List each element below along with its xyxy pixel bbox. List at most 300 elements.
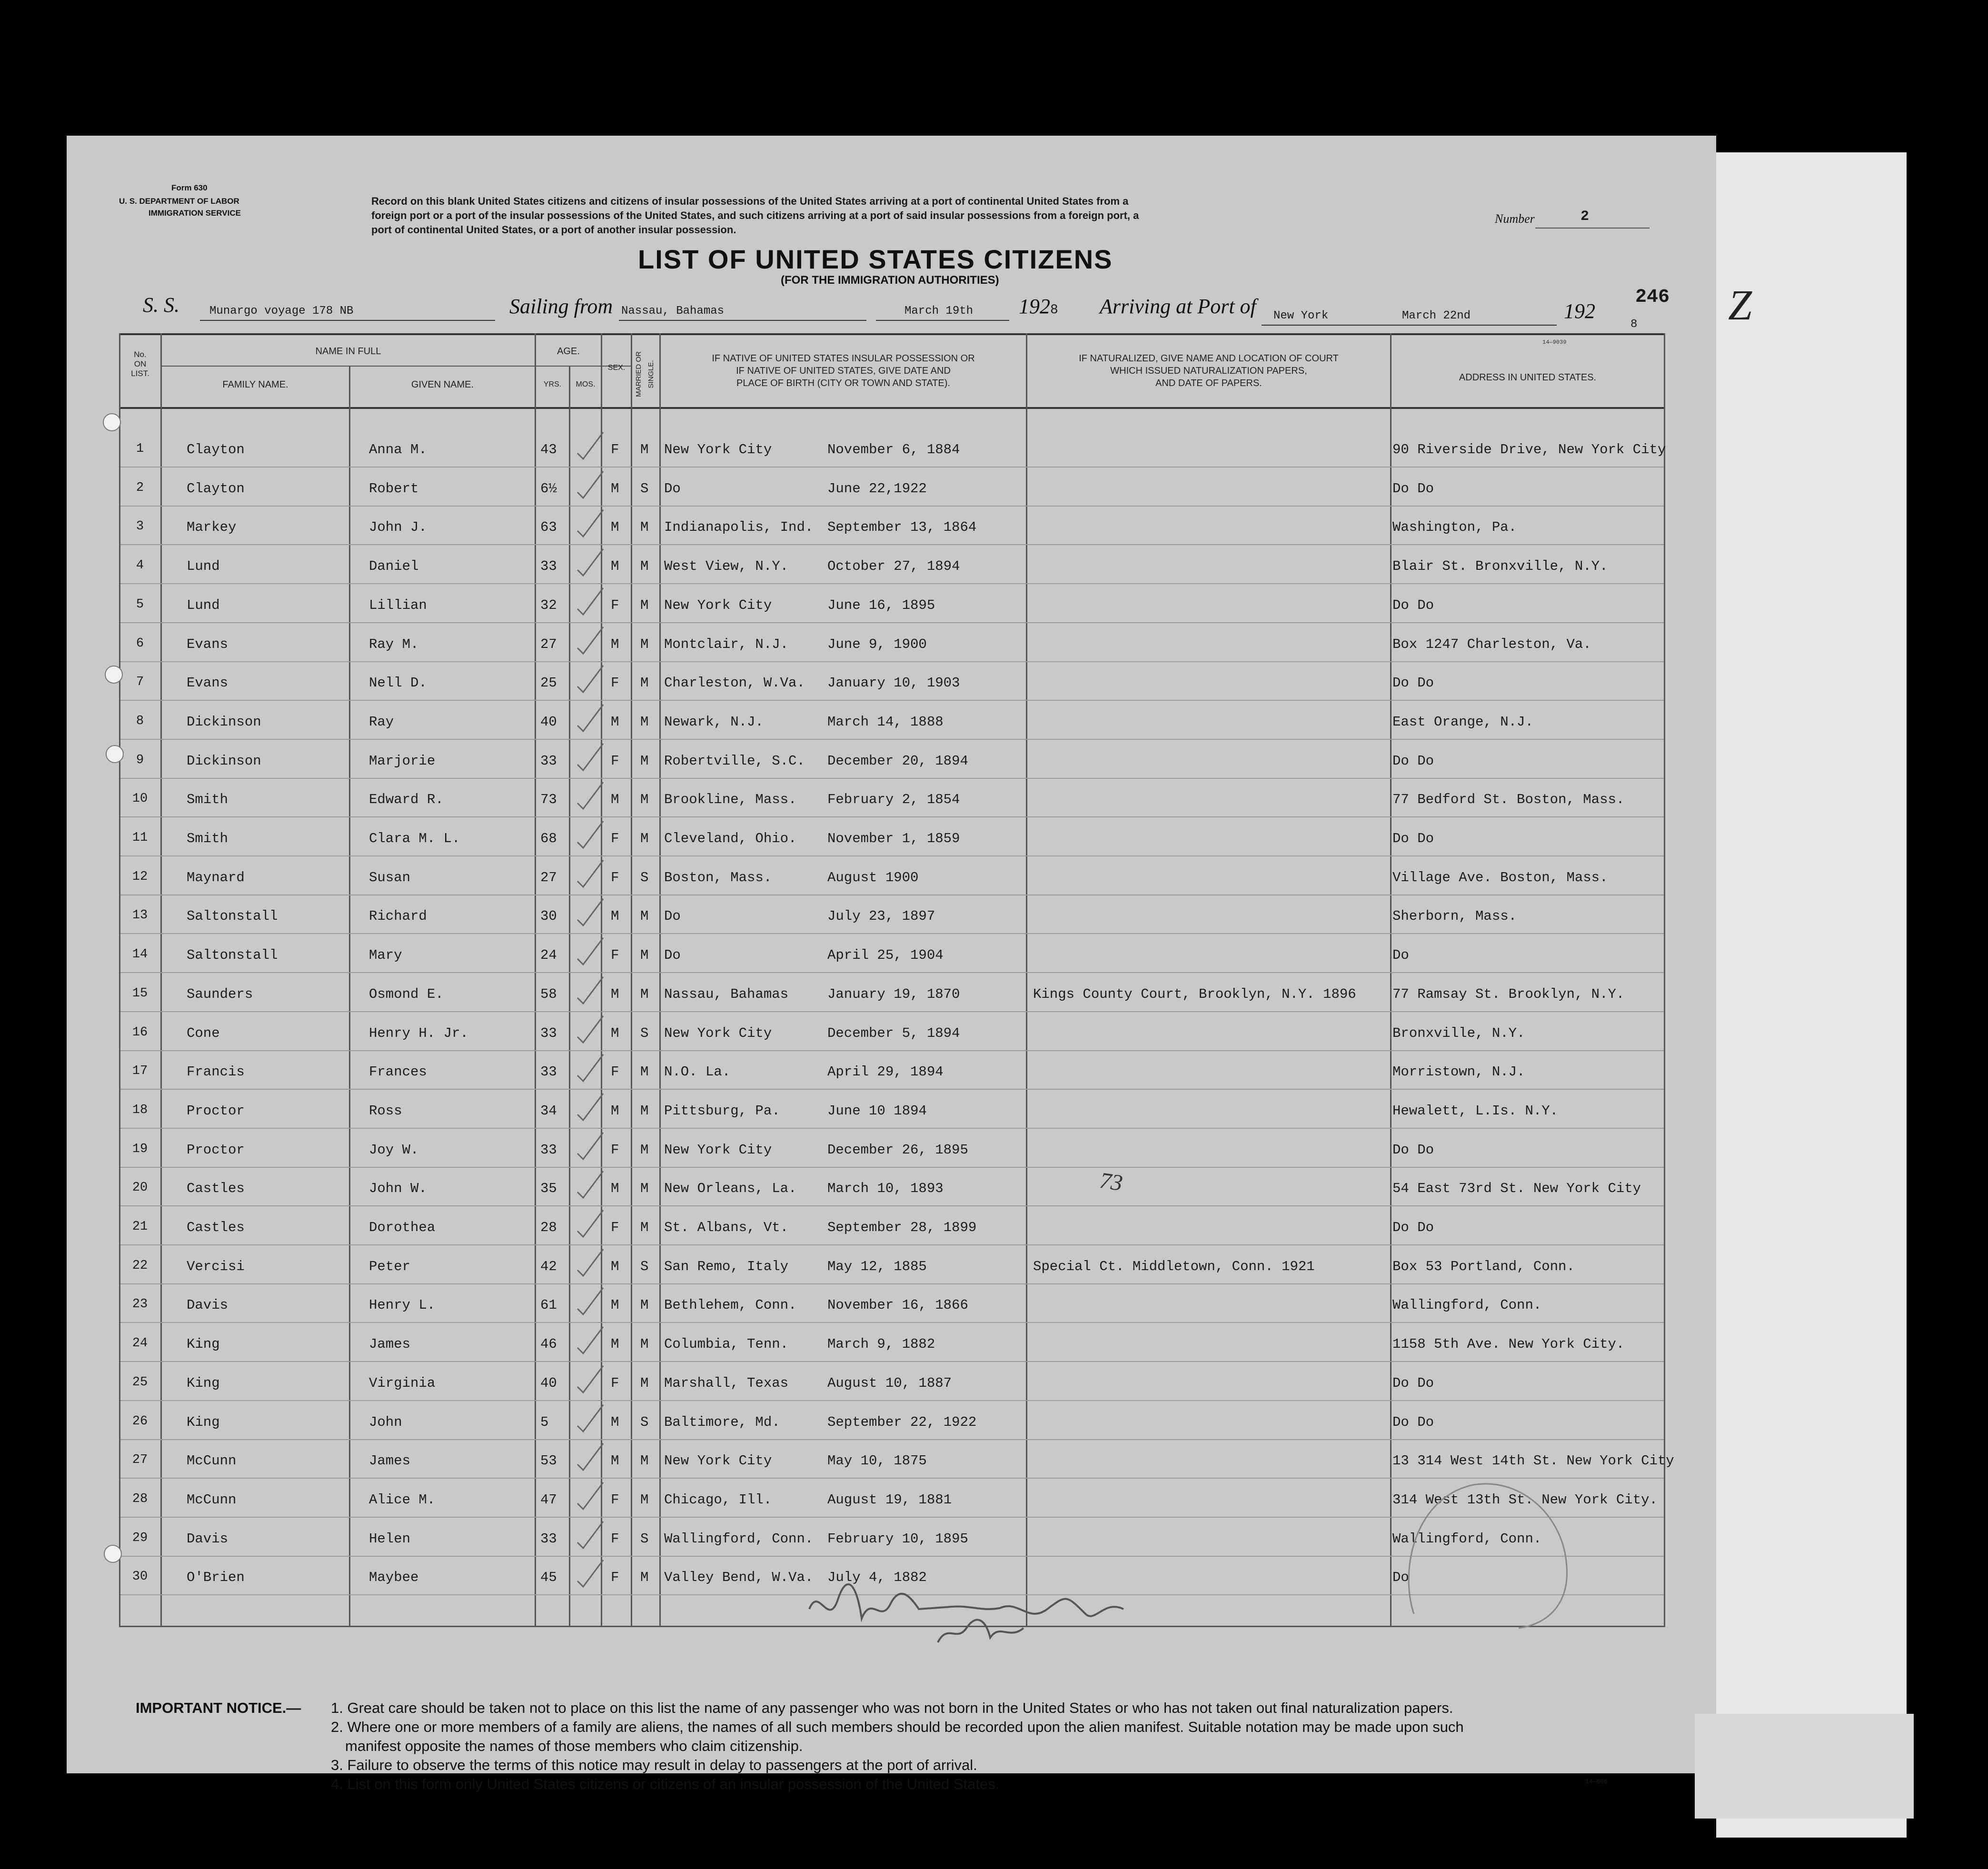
given-name: Anna M.: [369, 442, 427, 457]
sex: F: [611, 831, 619, 846]
row-number: 5: [136, 597, 144, 612]
address: Do Do: [1392, 1414, 1434, 1430]
row-rule: [120, 1361, 1664, 1362]
given-name: Henry H. Jr.: [369, 1025, 468, 1041]
given-name: John J.: [369, 519, 427, 535]
check-mark: [574, 1090, 607, 1123]
header-name-rule: [162, 366, 631, 367]
age-years: 32: [540, 597, 557, 613]
sex: F: [611, 1531, 619, 1547]
check-mark: [574, 1245, 607, 1279]
record-line-3: port of continental United States, or a port of another insular possession.: [371, 224, 736, 236]
given-name: Susan: [369, 870, 411, 885]
row-number: 15: [132, 986, 148, 1001]
sailing-label: Sailing from: [509, 295, 613, 318]
family-name: Lund: [187, 597, 220, 613]
sex: F: [611, 1570, 619, 1585]
check-mark: [574, 1167, 607, 1201]
address: 77 Bedford St. Boston, Mass.: [1392, 792, 1625, 807]
address: Do Do: [1392, 1142, 1434, 1158]
family-name: Clayton: [187, 481, 245, 497]
col-line-nat: [1390, 333, 1392, 1627]
form-number: Form 630: [171, 183, 208, 192]
sex: F: [611, 675, 619, 691]
punch-hole: [105, 666, 123, 684]
table-top-rule: [119, 333, 1664, 335]
row-rule: [120, 739, 1664, 740]
age-years: 45: [540, 1570, 557, 1585]
row-rule: [120, 1128, 1664, 1129]
given-name: Ray: [369, 714, 394, 730]
given-name: Peter: [369, 1259, 411, 1274]
marital-status: S: [640, 481, 649, 497]
address: 54 East 73rd St. New York City: [1392, 1181, 1641, 1196]
header-mos: MOS.: [576, 380, 596, 388]
address: Village Ave. Boston, Mass.: [1392, 870, 1608, 885]
check-mark: [574, 856, 607, 890]
birth-place: Wallingford, Conn.: [664, 1531, 814, 1547]
age-years: 5: [540, 1414, 549, 1430]
birth-date: May 12, 1885: [827, 1259, 927, 1274]
family-name: Maynard: [187, 870, 245, 885]
sex: M: [611, 908, 619, 924]
check-mark: [574, 662, 607, 695]
family-name: Lund: [187, 558, 220, 574]
birth-date: December 26, 1895: [827, 1142, 968, 1158]
row-number: 6: [136, 636, 144, 651]
naturalization: Special Ct. Middletown, Conn. 1921: [1033, 1259, 1315, 1274]
row-rule: [120, 816, 1664, 817]
check-mark: [574, 545, 607, 578]
row-number: 23: [132, 1297, 148, 1312]
birth-date: October 27, 1894: [827, 558, 960, 574]
row-rule: [120, 506, 1664, 507]
marital-status: S: [640, 1531, 649, 1547]
marital-status: S: [640, 1025, 649, 1041]
address: Wallingford, Conn.: [1392, 1531, 1542, 1547]
family-name: King: [187, 1375, 220, 1391]
age-years: 33: [540, 558, 557, 574]
birth-date: November 16, 1866: [827, 1297, 968, 1313]
birth-place: New York City: [664, 597, 772, 613]
header-naturalized: [1027, 352, 1390, 389]
family-name: Proctor: [187, 1103, 245, 1119]
birth-date: March 9, 1882: [827, 1336, 935, 1352]
row-number: 27: [132, 1453, 148, 1467]
marital-status: M: [640, 1297, 649, 1313]
row-number: 1: [136, 442, 144, 456]
birth-place: N.O. La.: [664, 1064, 731, 1080]
birth-date: December 5, 1894: [827, 1025, 960, 1041]
birth-place: New York City: [664, 1142, 772, 1158]
address: Sherborn, Mass.: [1392, 908, 1517, 924]
given-name: Ross: [369, 1103, 402, 1119]
given-name: Clara M. L.: [369, 831, 460, 846]
row-rule: [120, 1167, 1664, 1168]
address: Morristown, N.J.: [1392, 1064, 1525, 1080]
notice-heading: IMPORTANT NOTICE.—: [136, 1700, 301, 1716]
family-name: O'Brien: [187, 1570, 245, 1585]
address: Washington, Pa.: [1392, 519, 1517, 535]
service: IMMIGRATION SERVICE: [149, 209, 241, 218]
age-years: 40: [540, 1375, 557, 1391]
check-mark: [574, 1518, 607, 1551]
birth-place: St. Albans, Vt.: [664, 1220, 789, 1235]
adjacent-page: [1716, 152, 1907, 1838]
birth-date: April 25, 1904: [827, 947, 944, 963]
marital-status: M: [640, 753, 649, 769]
punch-hole: [106, 745, 124, 763]
page-title: LIST OF UNITED STATES CITIZENS: [638, 244, 1113, 274]
page-stamp: 246: [1635, 287, 1670, 308]
birth-date: December 20, 1894: [827, 753, 968, 769]
number-value: 2: [1580, 209, 1590, 225]
row-rule: [120, 1011, 1664, 1012]
given-name: John W.: [369, 1181, 427, 1196]
birth-place: San Remo, Italy: [664, 1259, 789, 1274]
row-number: 17: [132, 1064, 148, 1078]
family-name: Clayton: [187, 442, 245, 457]
birth-date: July 23, 1897: [827, 908, 935, 924]
sex: M: [611, 1414, 619, 1430]
address: Do Do: [1392, 481, 1434, 497]
pencil-circle: [1395, 1457, 1576, 1633]
check-mark: [574, 1556, 607, 1590]
row-rule: [120, 1205, 1664, 1206]
marital-status: M: [640, 908, 649, 924]
row-rule: [120, 1283, 1664, 1284]
sex: M: [611, 481, 619, 497]
header-no: [120, 350, 160, 378]
given-name: Edward R.: [369, 792, 444, 807]
family-name: Dickinson: [187, 714, 261, 730]
check-mark: [574, 467, 607, 501]
row-rule: [120, 1089, 1664, 1090]
birth-place: New Orleans, La.: [664, 1181, 797, 1196]
address: 77 Ramsay St. Brooklyn, N.Y.: [1392, 986, 1625, 1002]
given-name: Dorothea: [369, 1220, 436, 1235]
marital-status: M: [640, 558, 649, 574]
row-rule: [120, 855, 1664, 856]
handwritten-number: 73: [1098, 1167, 1124, 1196]
age-years: 73: [540, 792, 557, 807]
birth-date: August 1900: [827, 870, 919, 885]
row-rule: [120, 661, 1664, 662]
row-rule: [120, 778, 1664, 779]
header-no-2: ON: [134, 359, 147, 368]
address: Do Do: [1392, 1220, 1434, 1235]
col-line-ms: [659, 333, 661, 1627]
age-years: 34: [540, 1103, 557, 1119]
birth-date: February 2, 1854: [827, 792, 960, 807]
row-number: 13: [132, 908, 148, 923]
marital-status: M: [640, 1103, 649, 1119]
col-line-birth: [1026, 333, 1027, 1627]
address: 90 Riverside Drive, New York City: [1392, 442, 1666, 457]
sex: M: [611, 558, 619, 574]
department: U. S. DEPARTMENT OF LABOR: [119, 197, 239, 206]
row-number: 29: [132, 1531, 148, 1545]
row-number: 14: [132, 947, 148, 962]
col-line-family: [349, 366, 350, 1627]
given-name: Robert: [369, 481, 419, 497]
birth-place: Do: [664, 947, 681, 963]
age-years: 40: [540, 714, 557, 730]
sailing-underline: [619, 320, 866, 321]
birth-place: West View, N.Y.: [664, 558, 789, 574]
printer-code: 14—9039: [1542, 339, 1567, 346]
birth-place: Valley Bend, W.Va.: [664, 1570, 814, 1585]
sex: F: [611, 870, 619, 885]
sex: M: [611, 1103, 619, 1119]
row-rule: [120, 1400, 1664, 1401]
sailing-year-prefix: 192: [1019, 295, 1050, 318]
birth-place: Baltimore, Md.: [664, 1414, 780, 1430]
given-name: Mary: [369, 947, 402, 963]
birth-place: Newark, N.J.: [664, 714, 764, 730]
footer-code: 14—606: [1585, 1778, 1608, 1785]
header-no-3: LIST.: [131, 369, 149, 378]
header-given-name: GIVEN NAME.: [411, 379, 474, 390]
row-number: 10: [132, 792, 148, 806]
sailing-year: [1019, 294, 1058, 318]
marital-status: M: [640, 947, 649, 963]
header-nat-2: WHICH ISSUED NATURALIZATION PAPERS,: [1110, 366, 1307, 376]
check-mark: [574, 428, 607, 462]
birth-date: June 22,1922: [827, 481, 927, 497]
given-name: Alice M.: [369, 1492, 436, 1508]
address: Do: [1392, 947, 1409, 963]
marital-status: M: [640, 636, 649, 652]
age-years: 46: [540, 1336, 557, 1352]
notice-item-3: 3. Failure to observe the terms of this notice may result in delay to passengers at the port of arrival.: [331, 1757, 977, 1773]
birth-date: September 28, 1899: [827, 1220, 977, 1235]
family-name: Castles: [187, 1181, 245, 1196]
marital-status: M: [640, 597, 649, 613]
record-instructions: [371, 194, 1139, 237]
notice-item-2: 2. Where one or more members of a family are aliens, the names of all such members should be recorded upon the alien manifest. Suitable notation may be made upon such: [331, 1719, 1464, 1735]
page-subtitle: (FOR THE IMMIGRATION AUTHORITIES): [781, 274, 999, 287]
address: Hewalett, L.Is. N.Y.: [1392, 1103, 1559, 1119]
sex: M: [611, 636, 619, 652]
address: 314 West 13th St. New York City.: [1392, 1492, 1658, 1508]
row-rule: [120, 1050, 1664, 1051]
age-years: 6½: [540, 481, 557, 497]
sex: M: [611, 519, 619, 535]
row-number: 19: [132, 1142, 148, 1156]
marital-status: M: [640, 986, 649, 1002]
sex: M: [611, 1297, 619, 1313]
sex: F: [611, 1492, 619, 1508]
row-number: 24: [132, 1336, 148, 1351]
sex: F: [611, 1220, 619, 1235]
header-bottom-rule: [119, 407, 1664, 409]
header-birth-3: PLACE OF BIRTH (CITY OR TOWN AND STATE).: [736, 378, 950, 388]
birth-place: Do: [664, 908, 681, 924]
birth-place: Cleveland, Ohio.: [664, 831, 797, 846]
row-number: 12: [132, 870, 148, 884]
check-mark: [574, 817, 607, 851]
birth-place: Brookline, Mass.: [664, 792, 797, 807]
arrival-date: March 22nd: [1402, 309, 1471, 322]
row-rule: [120, 544, 1664, 545]
birth-date: September 13, 1864: [827, 519, 977, 535]
birth-date: August 19, 1881: [827, 1492, 952, 1508]
row-number: 3: [136, 519, 144, 534]
sex: F: [611, 753, 619, 769]
number-underline: [1535, 228, 1650, 229]
family-name: King: [187, 1336, 220, 1352]
header-no-1: No.: [134, 350, 147, 359]
age-years: 33: [540, 1064, 557, 1080]
age-years: 42: [540, 1259, 557, 1274]
address: East Orange, N.J.: [1392, 714, 1533, 730]
record-line-1: Record on this blank United States citizens and citizens of insular possessions of the United States arriving at a port of continental United States from a: [371, 195, 1129, 207]
row-rule: [120, 1439, 1664, 1440]
birth-date: August 10, 1887: [827, 1375, 952, 1391]
check-mark: [574, 1206, 607, 1240]
age-years: 33: [540, 1025, 557, 1041]
age-years: 58: [540, 986, 557, 1002]
given-name: Osmond E.: [369, 986, 444, 1002]
age-years: 47: [540, 1492, 557, 1508]
row-rule: [120, 1244, 1664, 1245]
address: Do Do: [1392, 1375, 1434, 1391]
family-name: Davis: [187, 1297, 229, 1313]
birth-date: November 1, 1859: [827, 831, 960, 846]
arrival-port: New York: [1273, 309, 1329, 322]
adjacent-page-corner: [1695, 1714, 1914, 1819]
given-name: Henry L.: [369, 1297, 436, 1313]
age-years: 33: [540, 1142, 557, 1158]
check-mark: [574, 934, 607, 967]
birth-date: September 22, 1922: [827, 1414, 977, 1430]
address: Blair St. Bronxville, N.Y.: [1392, 558, 1608, 574]
sex: M: [611, 1336, 619, 1352]
age-years: 33: [540, 753, 557, 769]
arriving-label: Arriving at Port of: [1100, 295, 1256, 318]
given-name: Richard: [369, 908, 427, 924]
age-years: 25: [540, 675, 557, 691]
row-rule: [120, 972, 1664, 973]
age-years: 35: [540, 1181, 557, 1196]
marital-status: M: [640, 675, 649, 691]
birth-date: April 29, 1894: [827, 1064, 944, 1080]
check-mark: [574, 584, 607, 617]
birth-place: Chicago, Ill.: [664, 1492, 772, 1508]
given-name: John: [369, 1414, 402, 1430]
given-name: Lillian: [369, 597, 427, 613]
family-name: Francis: [187, 1064, 245, 1080]
birth-date: May 10, 1875: [827, 1453, 927, 1469]
family-name: McCunn: [187, 1492, 237, 1508]
col-line-right: [1664, 333, 1665, 1627]
given-name: Helen: [369, 1531, 411, 1547]
header-family-name: FAMILY NAME.: [222, 379, 288, 390]
age-years: 28: [540, 1220, 557, 1235]
number-label: Number: [1495, 212, 1535, 226]
family-name: Proctor: [187, 1142, 245, 1158]
age-years: 30: [540, 908, 557, 924]
ss-label: S. S.: [143, 293, 179, 317]
family-name: Evans: [187, 675, 229, 691]
birth-place: Indianapolis, Ind.: [664, 519, 814, 535]
marital-status: M: [640, 1220, 649, 1235]
sex: M: [611, 1025, 619, 1041]
row-number: 8: [136, 714, 144, 728]
marital-status: M: [640, 792, 649, 807]
birth-date: June 16, 1895: [827, 597, 935, 613]
sex: M: [611, 714, 619, 730]
address: Do Do: [1392, 753, 1434, 769]
birth-date: June 9, 1900: [827, 636, 927, 652]
marital-status: M: [640, 519, 649, 535]
marital-status: M: [640, 1181, 649, 1196]
family-name: Davis: [187, 1531, 229, 1547]
address: 13 314 West 14th St. New York City: [1392, 1453, 1674, 1469]
address: Do Do: [1392, 831, 1434, 846]
family-name: Castles: [187, 1220, 245, 1235]
notice-item-4: 4. List on this form only United States citizens or citizens of an insular possession of the United States.: [331, 1776, 1000, 1792]
header-married: MARRIED OR SINGLE.: [635, 351, 655, 397]
address: Do: [1392, 1570, 1409, 1585]
col-line-given: [535, 333, 536, 1627]
birth-place: Bethlehem, Conn.: [664, 1297, 797, 1313]
marital-status: S: [640, 1259, 649, 1274]
row-number: 16: [132, 1025, 148, 1040]
sex: F: [611, 442, 619, 457]
sailing-date: March 19th: [905, 305, 974, 318]
check-mark: [574, 506, 607, 539]
family-name: Markey: [187, 519, 237, 535]
naturalization: Kings County Court, Brooklyn, N.Y. 1896: [1033, 986, 1356, 1002]
row-rule: [120, 622, 1664, 623]
family-name: Dickinson: [187, 753, 261, 769]
check-mark: [574, 1012, 607, 1045]
check-mark: [574, 701, 607, 734]
family-name: McCunn: [187, 1453, 237, 1469]
family-name: Vercisi: [187, 1259, 245, 1274]
sex: M: [611, 986, 619, 1002]
ship-underline: [200, 320, 495, 321]
row-rule: [120, 583, 1664, 584]
given-name: James: [369, 1453, 411, 1469]
age-years: 27: [540, 636, 557, 652]
age-years: 68: [540, 831, 557, 846]
check-mark: [574, 740, 607, 773]
check-mark: [574, 973, 607, 1006]
marital-status: S: [640, 1414, 649, 1430]
given-name: Maybee: [369, 1570, 419, 1585]
given-name: Daniel: [369, 558, 419, 574]
birth-place: Columbia, Tenn.: [664, 1336, 789, 1352]
sex: F: [611, 1375, 619, 1391]
marital-status: M: [640, 1492, 649, 1508]
marital-status: M: [640, 1375, 649, 1391]
family-name: Saunders: [187, 986, 253, 1002]
marital-status: M: [640, 1336, 649, 1352]
header-birth: [661, 352, 1026, 389]
family-name: Smith: [187, 831, 229, 846]
row-number: 2: [136, 481, 144, 495]
row-number: 26: [132, 1414, 148, 1429]
given-name: Virginia: [369, 1375, 436, 1391]
header-name-in-full: NAME IN FULL: [315, 346, 381, 357]
age-years: 63: [540, 519, 557, 535]
marital-status: M: [640, 442, 649, 457]
birth-place: New York City: [664, 1025, 772, 1041]
arrival-year-suffix: 8: [1630, 318, 1638, 331]
